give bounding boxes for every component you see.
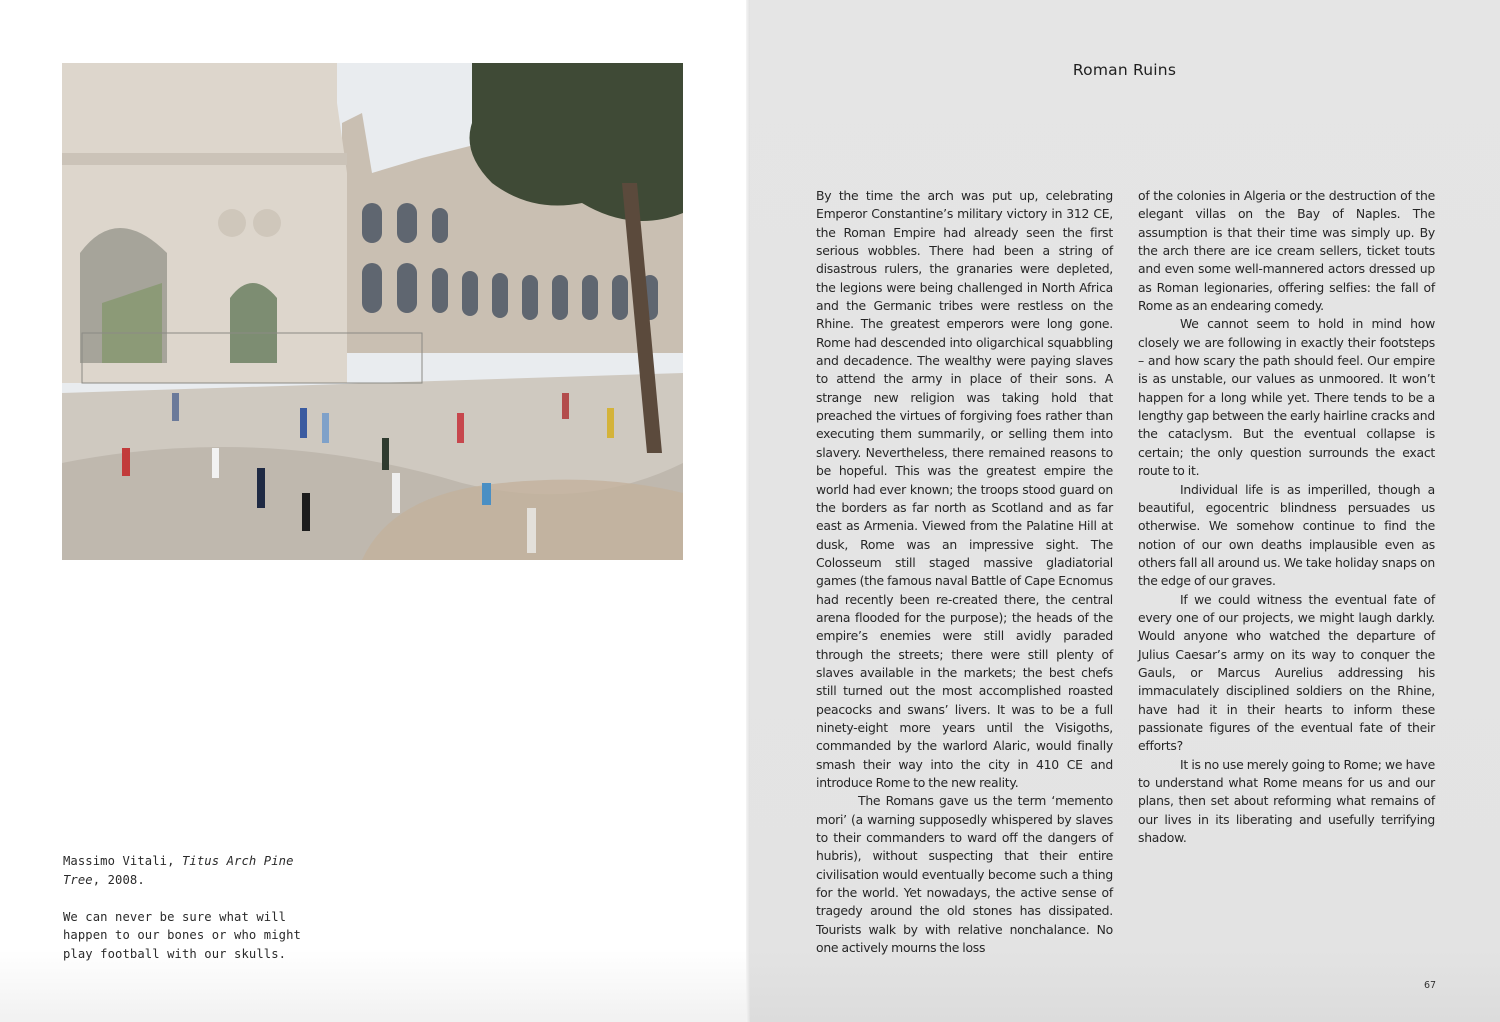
paragraph: We cannot seem to hold in mind how closely we are following in exactly their footsteps – and how scary the path should feel. Our empire is as unstable, our values as unmoored. It won’t happen for a long while yet. There tends to be a lengthy gap between the early hairline cracks and the cataclysm. But the eventual collapse is certain; the only question surrounds the exact route to it. bbox=[1138, 316, 1435, 479]
artwork-year: , 2008. bbox=[92, 872, 145, 887]
paragraph: It is no use merely going to Rome; we have to understand what Rome means for us and our plans, then set about reforming what remains of our lives in its liberating and usefully terrifying shadow. bbox=[1138, 756, 1435, 846]
photo-credit bbox=[63, 852, 333, 889]
page-number: 67 bbox=[1423, 980, 1437, 991]
body-column-1 bbox=[816, 187, 1113, 957]
artist-name: Massimo Vitali, bbox=[63, 854, 182, 868]
photo-arch-medallion bbox=[218, 209, 246, 237]
paragraph: Individual life is as imperilled, though a beautiful, egocentric blindness persuades us otherwise. We somehow continue to find the notion of our own deaths implausible even as others fall all around us. We take holiday snaps on the edge of our graves. bbox=[1138, 481, 1435, 589]
photo-illustration bbox=[62, 63, 683, 560]
paragraph: By the time the arch was put up, celebrating Emperor Constantine’s military victory in 312 CE, the Roman Empire had already seen the first serious wobbles. There had been a string of disastrous rulers, the granaries were depleted, the legions were being challenged in North Africa and the Germanic tribes were restless on the Rhine. The greatest emperors were long gone. Rome had descended into oligarchical squabbling and decadence. The wealthy were paying slaves to attend the army in place of their sons. A strange new religion was taking hold that preached the virtues of forgiving foes rather than executing them summarily, or selling them into slavery. Nevertheless, there remained reasons to be hopeful. This was the greatest empire the world had ever known; the troops stood guard on the borders as far north as Scotland and as far east as Armenia. Viewed from the Palatine Hill at dusk, Rome was an impressive sight. The Colosseum still staged massive gladiatorial games (the famous naval Battle of Cape Ecnomus had recently been re-created there, the central arena flooded for the purpose); the heads of the empire’s enemies were still avidly paraded through the streets; there were still plenty of slaves available in the markets; the best chefs still turned out the most accomplished roasted peacocks and swans’ livers. It was to be a full ninety-eight more years until the Visigoths, commanded by the warlord Alaric, would finally smash their way into the city in 410 CE and introduce Rome to the new reality. bbox=[816, 188, 1113, 790]
chapter-title: Roman Ruins bbox=[1072, 61, 1177, 79]
paragraph: of the colonies in Algeria or the destruction of the elegant villas on the Bay of Naples. The assumption is that their time was simply up. By the arch there are ice cream sellers, ticket touts and even some well-mannered actors dressed up as Roman legionaries, offering selfies: the fall of Rome as an endearing comedy. bbox=[1138, 188, 1435, 314]
paragraph: The Romans gave us the term ‘memento mori’ (a warning supposedly whispered by slaves to their commanders to ward off the dangers of hubris), without suspecting that their entire civilisation would eventually become such a thing for the world. Yet nowadays, the active sense of tragedy around the old stones has dissipated. Tourists walk by with relative nonchalance. No one actively mourns the loss bbox=[816, 793, 1113, 956]
body-column-2 bbox=[1138, 187, 1435, 847]
photo-arch-side-opening bbox=[230, 283, 277, 363]
book-gutter bbox=[746, 0, 750, 1022]
photo-arch-medallion bbox=[253, 209, 281, 237]
caption-text: We can never be sure what will happen to our bones or who might play football with our skulls. bbox=[63, 909, 301, 961]
paragraph: If we could witness the eventual fate of every one of our projects, we might laugh darkly. Would anyone who watched the departure of Julius Caesar’s army on its way to conquer the Gauls, or Marcus Aurelius addressing his immaculately disciplined soldiers on the Rhine, have had it in their hearts to inform these passionate figures of the eventual fate of their efforts? bbox=[1138, 591, 1435, 754]
photograph bbox=[62, 63, 683, 560]
artwork-title: Titus Arch Pine Tree bbox=[63, 854, 294, 887]
photo-caption bbox=[63, 852, 333, 963]
photo-arch-cornice bbox=[62, 153, 347, 165]
